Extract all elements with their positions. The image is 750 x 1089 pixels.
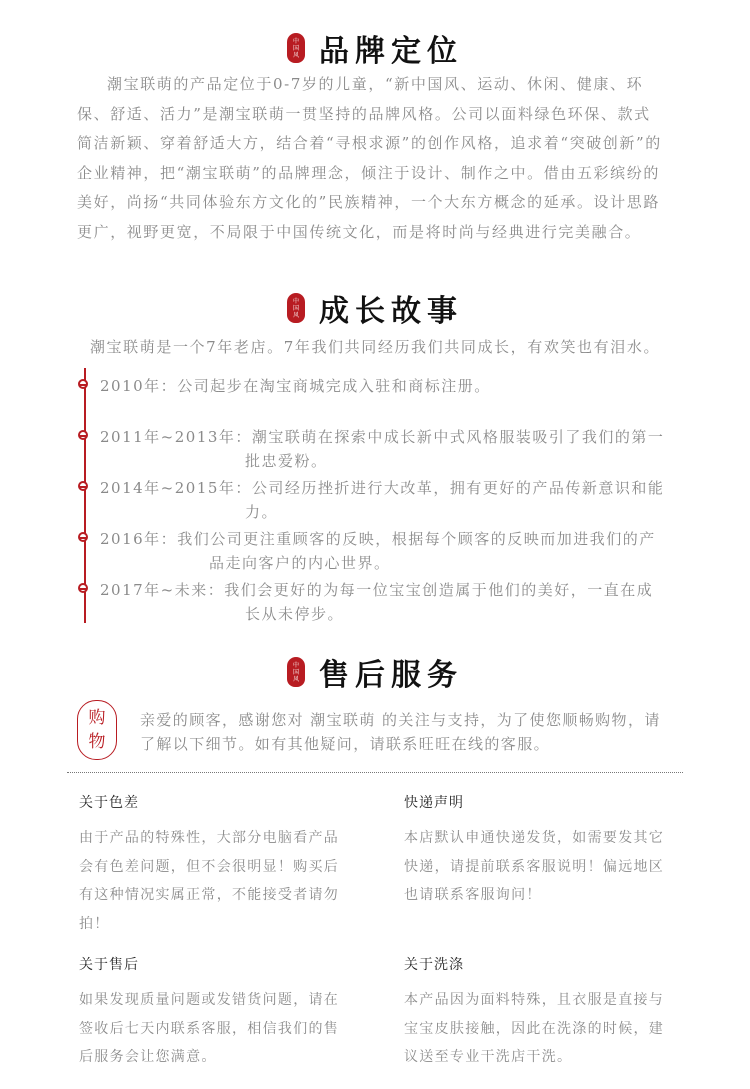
timeline-item: [78, 476, 668, 524]
timeline-year: 2016年：: [100, 530, 178, 548]
timeline-item: [78, 425, 668, 473]
timeline-dot-icon: [78, 481, 88, 491]
story-section-header: [0, 290, 750, 329]
timeline-year: 2011年~2013年：: [100, 428, 252, 446]
story-intro: 潮宝联萌是一个7年老店。7年我们共同经历我们共同成长，有欢笑也有泪水。: [89, 338, 661, 356]
timeline-dot-icon: [78, 532, 88, 542]
dotted-divider: [67, 772, 683, 773]
timeline-text-continued: 力。: [245, 503, 279, 521]
notice-after-sales: [79, 954, 344, 1072]
seal-icon: 中 国 风: [287, 293, 305, 323]
brand-section-title: 品牌定位: [319, 34, 463, 69]
service-section-header: [0, 654, 750, 693]
notice-title: 关于售后: [79, 957, 139, 973]
shopping-stamp-icon: 购 物: [77, 700, 117, 760]
seal-icon: 中 国 风: [287, 657, 305, 687]
service-greeting: 亲爱的顾客，感谢您对 潮宝联萌 的关注与支持，为了使您顺畅购物，请了解以下细节。如有其他疑问，请联系旺旺在线的客服。: [140, 711, 661, 753]
timeline-year: 2010年：: [100, 377, 178, 395]
timeline-text: 公司起步在淘宝商城完成入驻和商标注册。: [177, 377, 491, 395]
timeline-year: 2014年~2015年：: [100, 479, 252, 497]
notice-washing: [404, 954, 669, 1072]
timeline-dot-icon: [78, 379, 88, 389]
notice-body: 本店默认申通快递发货，如需要发其它快递，请提前联系客服说明！偏远地区也请联系客服询问！: [404, 830, 665, 903]
service-section-title: 售后服务: [319, 658, 463, 693]
timeline-dot-icon: [78, 583, 88, 593]
notice-title: 关于色差: [79, 795, 139, 811]
timeline-text: 公司经历挫折进行大改革，拥有更好的产品传新意识和能: [251, 479, 665, 497]
timeline-text: 我们公司更注重顾客的反映，根据每个顾客的反映而加进我们的产: [177, 530, 656, 548]
brand-section-header: [0, 30, 750, 69]
brand-description: 潮宝联萌的产品定位于0-7岁的儿童，“新中国风、运动、休闲、健康、环保、舒适、活力”是潮宝联萌一贯坚持的品牌风格。公司以面料绿色环保、款式简洁新颖、穿着舒适大方，结合着“寻根求源”的创作风格，追求着“突破创新”的企业精神，把“潮宝联萌”的品牌理念，倾注于设计、制作之中。借由五彩缤纷的美好，尚扬“共同体验东方文化的”民族精神，一个大东方概念的延承。设计思路更广，视野更宽，不局限于中国传统文化，而是将时尚与经典进行完美融合。: [77, 75, 662, 241]
timeline-text: 我们会更好的为每一位宝宝创造属于他们的美好，一直在成: [224, 581, 654, 599]
notice-body: 如果发现质量问题或发错货问题，请在签收后七天内联系客服，相信我们的售后服务会让您满意。: [79, 992, 340, 1065]
timeline-item: [78, 527, 668, 575]
notice-body: 本产品因为面料特殊，且衣服是直接与宝宝皮肤接触，因此在洗涤的时候，建议送至专业干洗店干洗。: [404, 992, 665, 1065]
timeline-item: [78, 578, 668, 626]
timeline-item: [78, 374, 668, 398]
timeline-text: 潮宝联萌在探索中成长新中式风格服装吸引了我们的第一: [251, 428, 665, 446]
notice-shipping: [404, 792, 669, 910]
timeline-text-continued: 批忠爱粉。: [245, 452, 328, 470]
timeline-dot-icon: [78, 430, 88, 440]
notice-color-difference: [79, 792, 344, 938]
notice-title: 快递声明: [404, 795, 464, 811]
timeline-text-continued: 品走向客户的内心世界。: [209, 554, 391, 572]
timeline-year: 2017年~未来：: [100, 581, 225, 599]
story-section-title: 成长故事: [319, 294, 463, 329]
seal-icon: 中 国 风: [287, 33, 305, 63]
notice-title: 关于洗涤: [404, 957, 464, 973]
notice-body: 由于产品的特殊性，大部分电脑看产品会有色差问题，但不会很明显！购买后有这种情况实属正常，不能接受者请勿拍！: [79, 830, 340, 932]
timeline-text-continued: 长从未停步。: [245, 605, 345, 623]
